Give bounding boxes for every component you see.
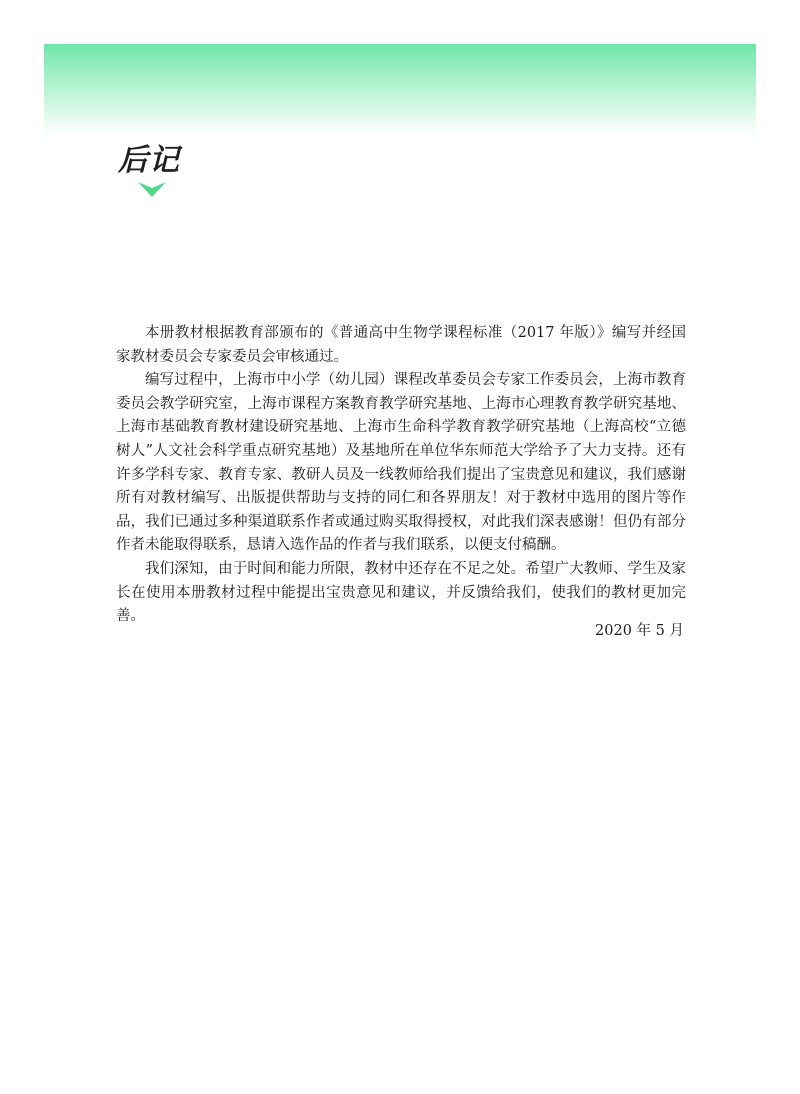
afterword-body xyxy=(116,322,686,629)
header-band xyxy=(44,44,756,136)
date-line: 2020 年 5 月 xyxy=(595,623,684,639)
paragraph: 我们深知，由于时间和能力所限，教材中还存在不足之处。希望广大教师、学生及家长在使用本册教材过程中能提出宝贵意见和建议，并反馈给我们，使我们的教材更加完善。 xyxy=(116,560,686,625)
chevron-down-icon xyxy=(138,182,166,198)
heading xyxy=(118,144,208,204)
paragraph: 本册教材根据教育部颁布的《普通高中生物学课程标准（2017 年版）》编写并经国家教材委员会专家委员会审核通过。 xyxy=(116,325,686,365)
page-title: 后记 xyxy=(118,143,180,178)
paragraph: 编写过程中，上海市中小学（幼儿园）课程改革委员会专家工作委员会，上海市教育委员会教学研究室，上海市课程方案教育教学研究基地、上海市心理教育教学研究基地、上海市基础教育教材建设研究基地、上海市生命科学教育教学研究基地（上海高校“立德树人”人文社会科学重点研究基地）及基地所在单位华东师范大学给予了大力支持。还有许多学科专家、教育专家、教研人员及一线教师给我们提出了宝贵意见和建议，我们感谢所有对教材编写、出版提供帮助与支持的同仁和各界朋友！对于教材中选用的图片等作品，我们已通过多种渠道联系作者或通过购买取得授权，对此我们深表感谢！但仍有部分作者未能取得联系，恳请入选作品的作者与我们联系，以便支付稿酬。 xyxy=(116,372,686,554)
